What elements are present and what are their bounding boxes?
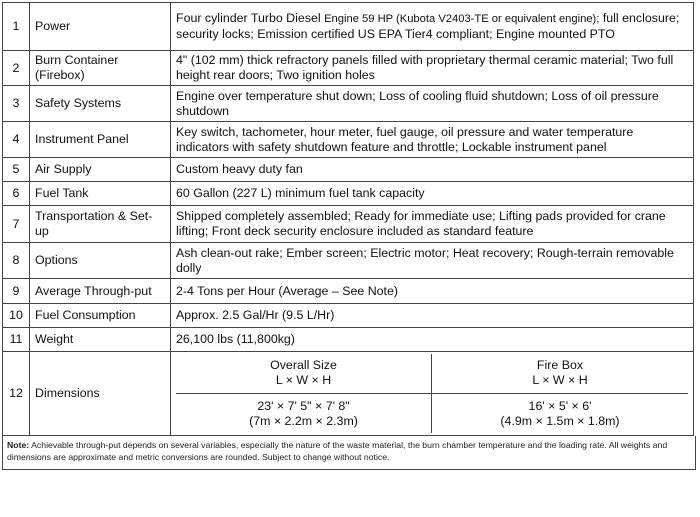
- row-description: [171, 3, 694, 51]
- overall-size-values: [176, 394, 432, 433]
- row-description: Key switch, tachometer, hour meter, fuel gauge, oil pressure and water temperature indicators with safety shutdown feature and throttle; Lockable instrument panel: [171, 122, 694, 158]
- firebox-axes: L × W × H: [532, 373, 588, 387]
- row-label: Options: [30, 243, 171, 279]
- table-row: [3, 122, 694, 158]
- row-label: Dimensions: [30, 352, 171, 436]
- overall-size-axes: L × W × H: [275, 373, 332, 387]
- footnote: [2, 436, 696, 470]
- firebox-title: Fire Box: [536, 358, 584, 372]
- footnote-text: Achievable through-put depends on several variables, especially the nature of the waste material, the burn chamber temperature and the loading rate. All weights and dimensions are approximate and metric conversions are rounded. Subject to change without notice.: [7, 440, 668, 462]
- row-number: 8: [3, 243, 30, 279]
- row-description: Shipped completely assembled; Ready for immediate use; Lifting pads provided for crane lifting; Front deck security enclosure included as standard feature: [171, 206, 694, 243]
- row-description: 2-4 Tons per Hour (Average – See Note): [171, 279, 694, 304]
- spec-table: [2, 2, 694, 436]
- firebox-metric: (4.9m × 1.5m × 1.8m): [500, 414, 620, 428]
- table-row: [3, 279, 694, 304]
- table-row: [3, 86, 694, 122]
- row-number: 10: [3, 304, 30, 328]
- desc-rest: full enclosure; security locks; Emission certified US EPA Tier4 compliant; Engine mounted PTO: [176, 11, 680, 41]
- row-number: 4: [3, 122, 30, 158]
- row-description: Custom heavy duty fan: [171, 158, 694, 182]
- table-row: [3, 182, 694, 206]
- row-description: 60 Gallon (227 L) minimum fuel tank capacity: [171, 182, 694, 206]
- row-number: 7: [3, 206, 30, 243]
- row-number: 2: [3, 51, 30, 86]
- row-description: 26,100 lbs (11,800kg): [171, 328, 694, 352]
- firebox-imperial: 16' × 5' × 6': [528, 399, 592, 413]
- table-row: [3, 328, 694, 352]
- row-label: Fuel Tank: [30, 182, 171, 206]
- row-label: Fuel Consumption: [30, 304, 171, 328]
- table-row: [3, 158, 694, 182]
- overall-size-header: [176, 354, 432, 394]
- overall-size-metric: (7m × 2.2m × 2.3m): [249, 414, 358, 428]
- table-row: [3, 243, 694, 279]
- row-number: 11: [3, 328, 30, 352]
- row-label: Transportation & Set-up: [30, 206, 171, 243]
- row-number: 5: [3, 158, 30, 182]
- row-number: 9: [3, 279, 30, 304]
- row-label: Power: [30, 3, 171, 51]
- row-number: 12: [3, 352, 30, 436]
- row-number: 1: [3, 3, 30, 51]
- row-label: Weight: [30, 328, 171, 352]
- row-label: Safety Systems: [30, 86, 171, 122]
- row-label: Average Through-put: [30, 279, 171, 304]
- row-description: Ash clean-out rake; Ember screen; Electric motor; Heat recovery; Rough-terrain removable dolly: [171, 243, 694, 279]
- firebox-values: [432, 394, 688, 433]
- row-description: Approx. 2.5 Gal/Hr (9.5 L/Hr): [171, 304, 694, 328]
- desc-main: Four cylinder Turbo Diesel: [176, 11, 321, 25]
- table-row: [3, 3, 694, 51]
- footnote-label: Note:: [7, 440, 30, 450]
- row-label: Instrument Panel: [30, 122, 171, 158]
- row-label: Air Supply: [30, 158, 171, 182]
- row-number: 3: [3, 86, 30, 122]
- firebox-header: [432, 354, 688, 394]
- desc-small: Engine 59 HP (Kubota V2403-TE or equivalent engine);: [324, 13, 600, 25]
- overall-size-imperial: 23' × 7' 5" × 7' 8": [257, 399, 350, 413]
- table-row: [3, 304, 694, 328]
- dimensions-row: [3, 352, 694, 436]
- row-number: 6: [3, 182, 30, 206]
- overall-size-title: Overall Size: [270, 358, 337, 372]
- row-label: Burn Container (Firebox): [30, 51, 171, 86]
- table-row: [3, 51, 694, 86]
- spec-sheet: [2, 2, 698, 470]
- dimensions-table: [171, 352, 694, 436]
- row-description: Engine over temperature shut down; Loss of cooling fluid shutdown; Loss of oil pressure shutdown: [171, 86, 694, 122]
- table-row: [3, 206, 694, 243]
- row-description: 4" (102 mm) thick refractory panels filled with proprietary thermal ceramic material; Two full height rear doors; Two ignition holes: [171, 51, 694, 86]
